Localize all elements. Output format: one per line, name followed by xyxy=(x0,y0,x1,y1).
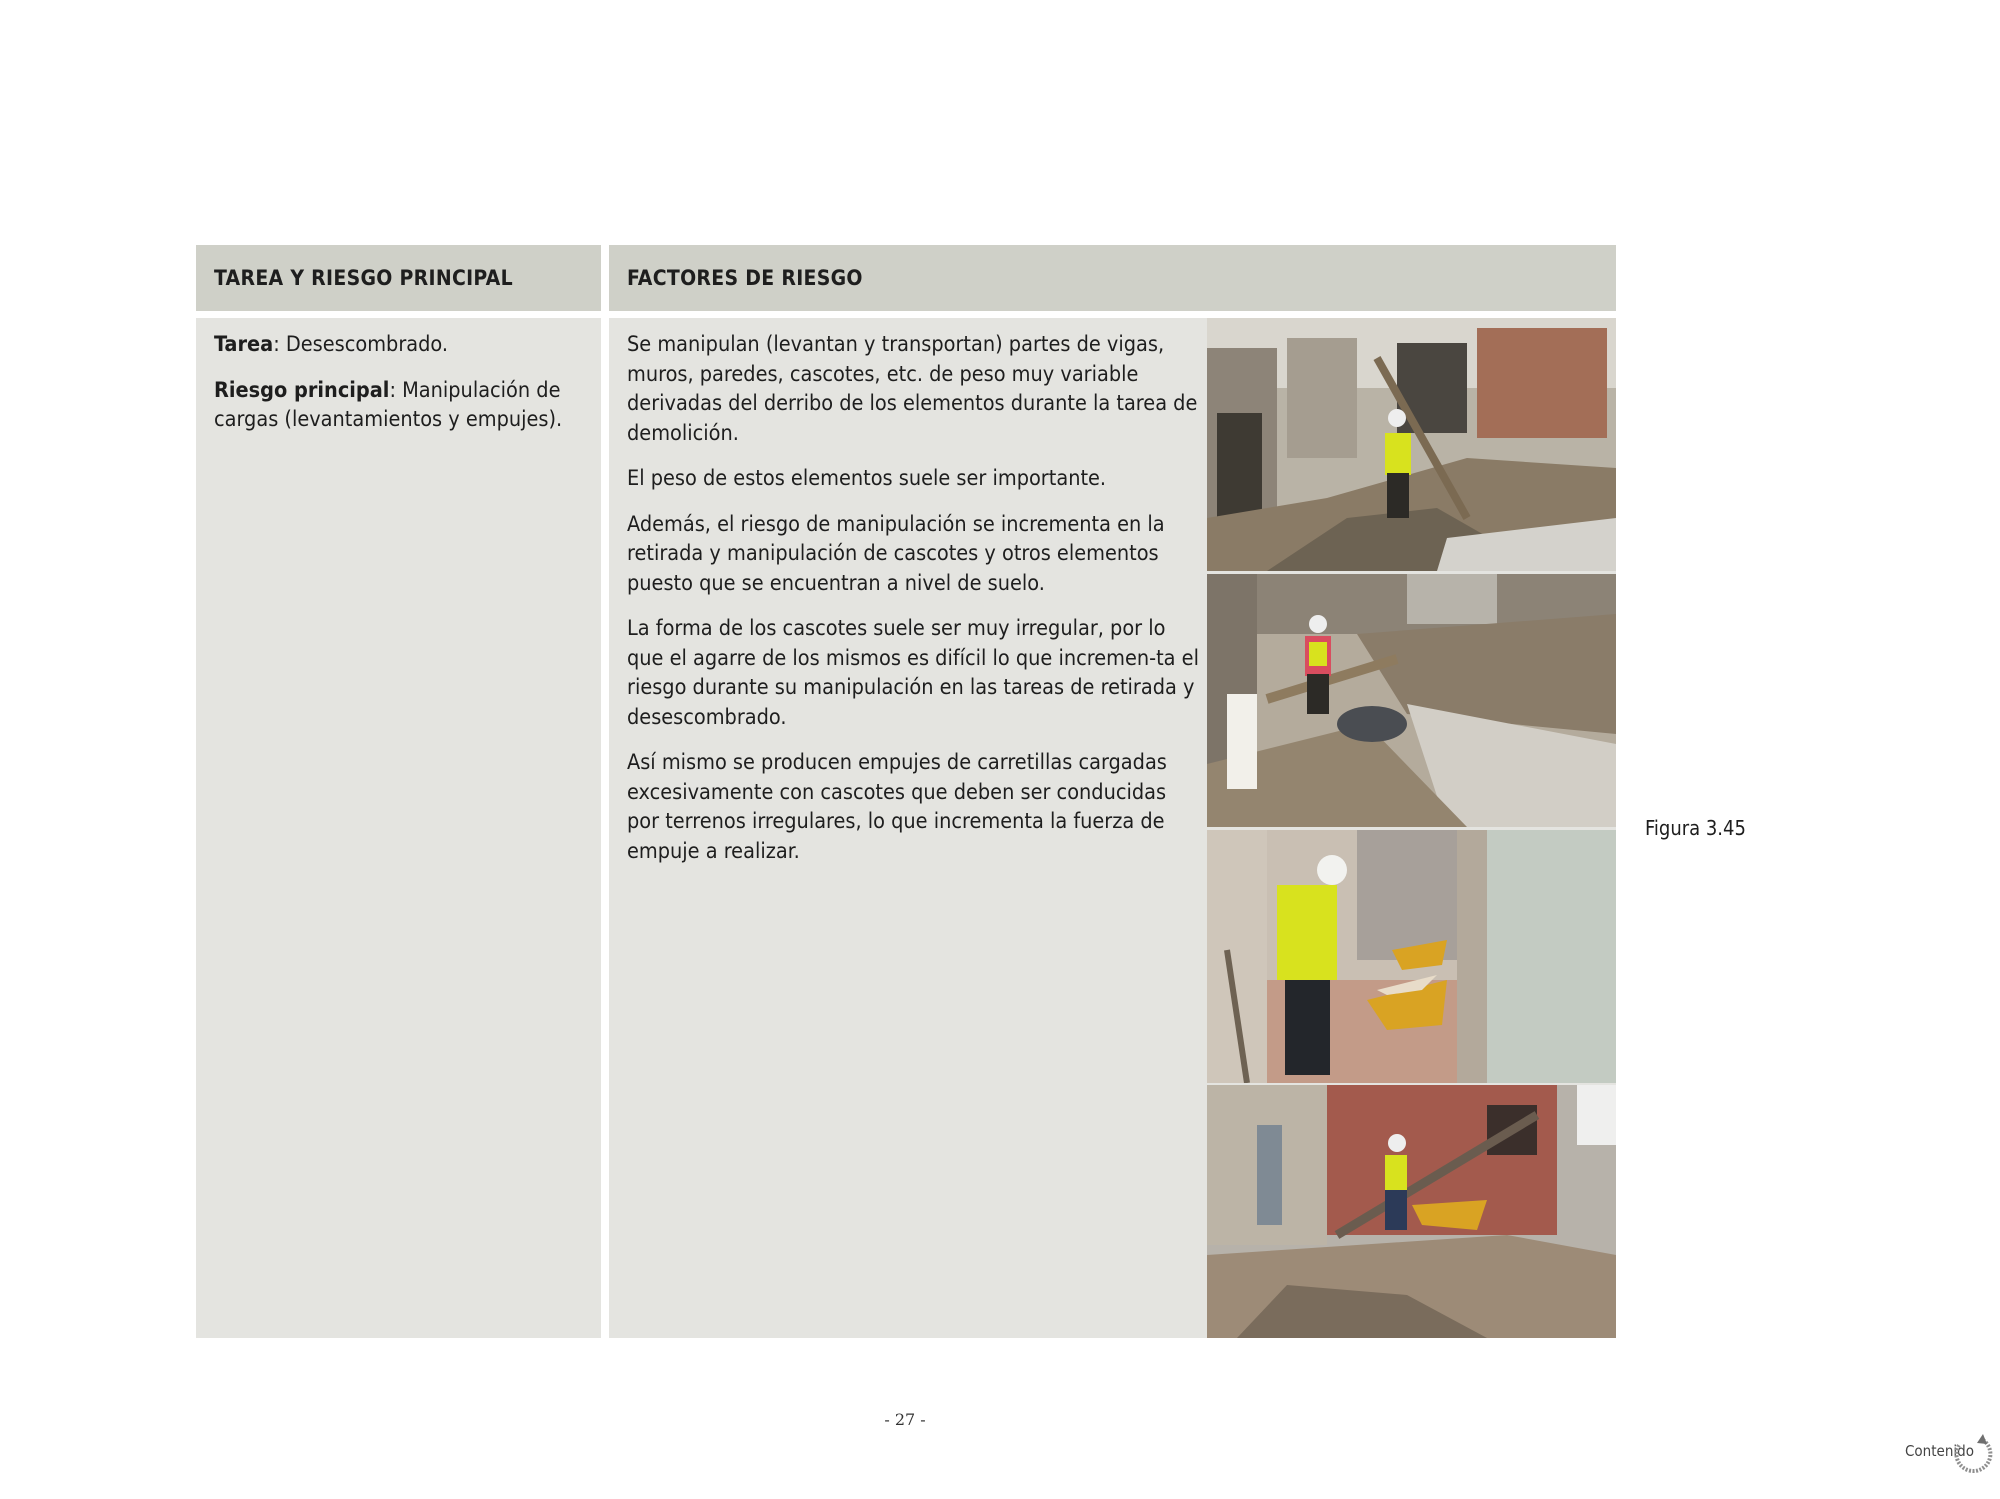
photo-worker-carrying-beam xyxy=(1207,574,1616,827)
factor-paragraph: El peso de estos elementos suele ser importante. xyxy=(627,466,1107,491)
page-number: - 27 - xyxy=(884,1410,926,1429)
factor-paragraph: La forma de los cascotes suele ser muy irregular, por lo que el agarre de los mismos es difícil lo que incremen-ta el riesgo durante su manipulación en las tareas de retirada y desescombrado. xyxy=(627,616,1199,730)
factor-paragraph: Además, el riesgo de manipulación se incrementa en la retirada y manipulación de cascotes y otros elementos puesto que se encuentran a nivel de suelo. xyxy=(627,511,1165,596)
risk-value: : Manipulación de cargas (levantamientos y empujes). xyxy=(214,377,563,432)
task-value: : Desescombrado. xyxy=(273,332,448,357)
factors-text xyxy=(627,330,1202,882)
table-header-task xyxy=(196,245,601,311)
task-line xyxy=(214,330,583,360)
contents-nav-button[interactable] xyxy=(1905,1442,1974,1460)
task-label: Tarea xyxy=(214,332,274,357)
header-factors-label: FACTORES DE RIESGO xyxy=(627,266,863,290)
factor-paragraph: Así mismo se producen empujes de carretillas cargadas excesivamente con cascotes que deben ser conducidas por terrenos irregulares, lo que incrementa la fuerza de empuje a realizar. xyxy=(627,750,1167,864)
photo-worker-pushing-wheelbarrow xyxy=(1207,830,1616,1083)
figure-caption: Figura 3.45 xyxy=(1645,816,1746,840)
factor-paragraph: Se manipulan (levantan y transportan) partes de vigas, muros, paredes, cascotes, etc. de peso muy variable derivadas del derribo de los elementos durante la tarea de demolición. xyxy=(627,332,1198,446)
contents-nav-label: Contenido xyxy=(1905,1442,1974,1460)
risk-line xyxy=(214,376,583,435)
back-arrow-icon xyxy=(1949,1432,1995,1482)
task-cell xyxy=(196,318,601,1338)
header-task-label: TAREA Y RIESGO PRINCIPAL xyxy=(214,266,513,290)
photo-worker-wheelbarrow-rubble xyxy=(1207,1085,1616,1338)
photo-worker-lifting-beam xyxy=(1207,318,1616,571)
table-header-factors xyxy=(609,245,1616,311)
figure-photos xyxy=(1207,318,1616,1338)
factors-cell xyxy=(609,318,1616,1338)
risk-label: Riesgo principal xyxy=(214,377,390,403)
